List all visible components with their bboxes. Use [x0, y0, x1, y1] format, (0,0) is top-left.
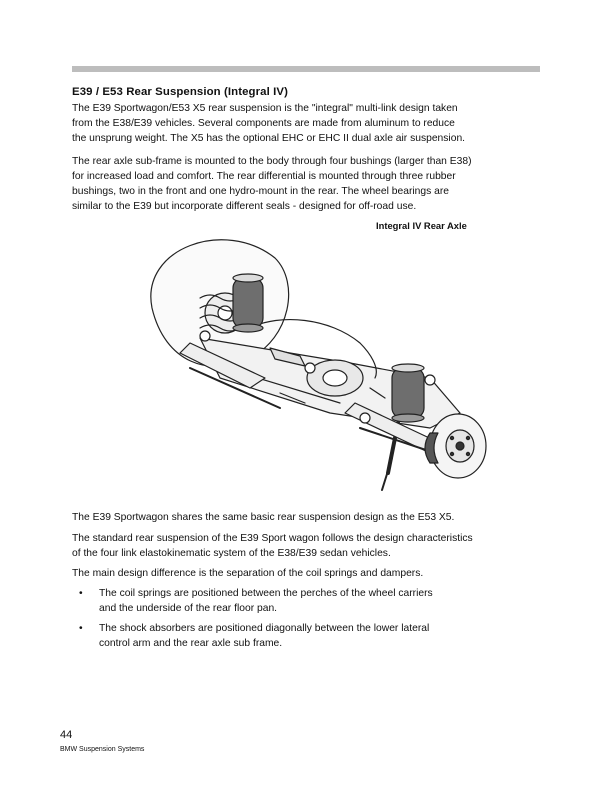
paragraph-main-difference: The main design difference is the separation of the coil springs and dampers.	[72, 568, 424, 579]
text-line: control arm and the rear axle sub frame.	[99, 638, 283, 649]
paragraph-intro	[72, 101, 542, 146]
text-line: The coil springs are positioned between the perches of the wheel carriers	[99, 588, 433, 599]
text-line: The rear axle sub-frame is mounted to the body through four bushings (larger than E38)	[72, 156, 472, 167]
text-line: for increased load and comfort. The rear differential is mounted through three rubber	[72, 171, 456, 182]
text-line: and the underside of the rear floor pan.	[99, 603, 278, 614]
text-line: similar to the E39 but incorporate different seals - designed for off-road use.	[72, 201, 417, 212]
section-heading: E39 / E53 Rear Suspension (Integral IV)	[72, 86, 288, 98]
text-line: of the four link elastokinematic system of the E38/E39 sedan vehicles.	[72, 548, 391, 559]
brake-disc	[430, 414, 486, 478]
bullet-icon: •	[79, 588, 83, 599]
footer-title: BMW Suspension Systems	[60, 746, 145, 753]
text-line: from the E38/E39 vehicles. Several components are made from aluminum to reduce	[72, 118, 455, 129]
rear-axle-illustration	[130, 228, 502, 496]
text-line: bushings, two in the front and one hydro-mount in the rear. The wheel bearings are	[72, 186, 450, 197]
text-line: the unsprung weight. The X5 has the optional EHC or EHC II dual axle air suspension.	[72, 133, 466, 144]
header-rule	[72, 66, 540, 72]
page-number: 44	[60, 729, 73, 741]
bullet-item	[79, 621, 539, 651]
bullet-icon: •	[79, 623, 83, 634]
right-air-bellows	[392, 364, 424, 422]
text-line: The E39 Sportwagon/E53 X5 rear suspension is the "integral" multi-link design taken	[72, 103, 458, 114]
text-line: The shock absorbers are positioned diagonally between the lower lateral	[99, 623, 430, 634]
left-air-bellows	[233, 274, 263, 332]
figure-caption: Integral IV Rear Axle	[376, 220, 467, 231]
paragraph-subframe	[72, 154, 542, 214]
text-line: The standard rear suspension of the E39 Sport wagon follows the design characteristics	[72, 533, 473, 544]
bullet-list	[79, 586, 539, 656]
paragraph-sportwagon: The E39 Sportwagon shares the same basic rear suspension design as the E53 X5.	[72, 512, 455, 523]
bullet-item	[79, 586, 539, 616]
paragraph-standard	[72, 531, 542, 561]
